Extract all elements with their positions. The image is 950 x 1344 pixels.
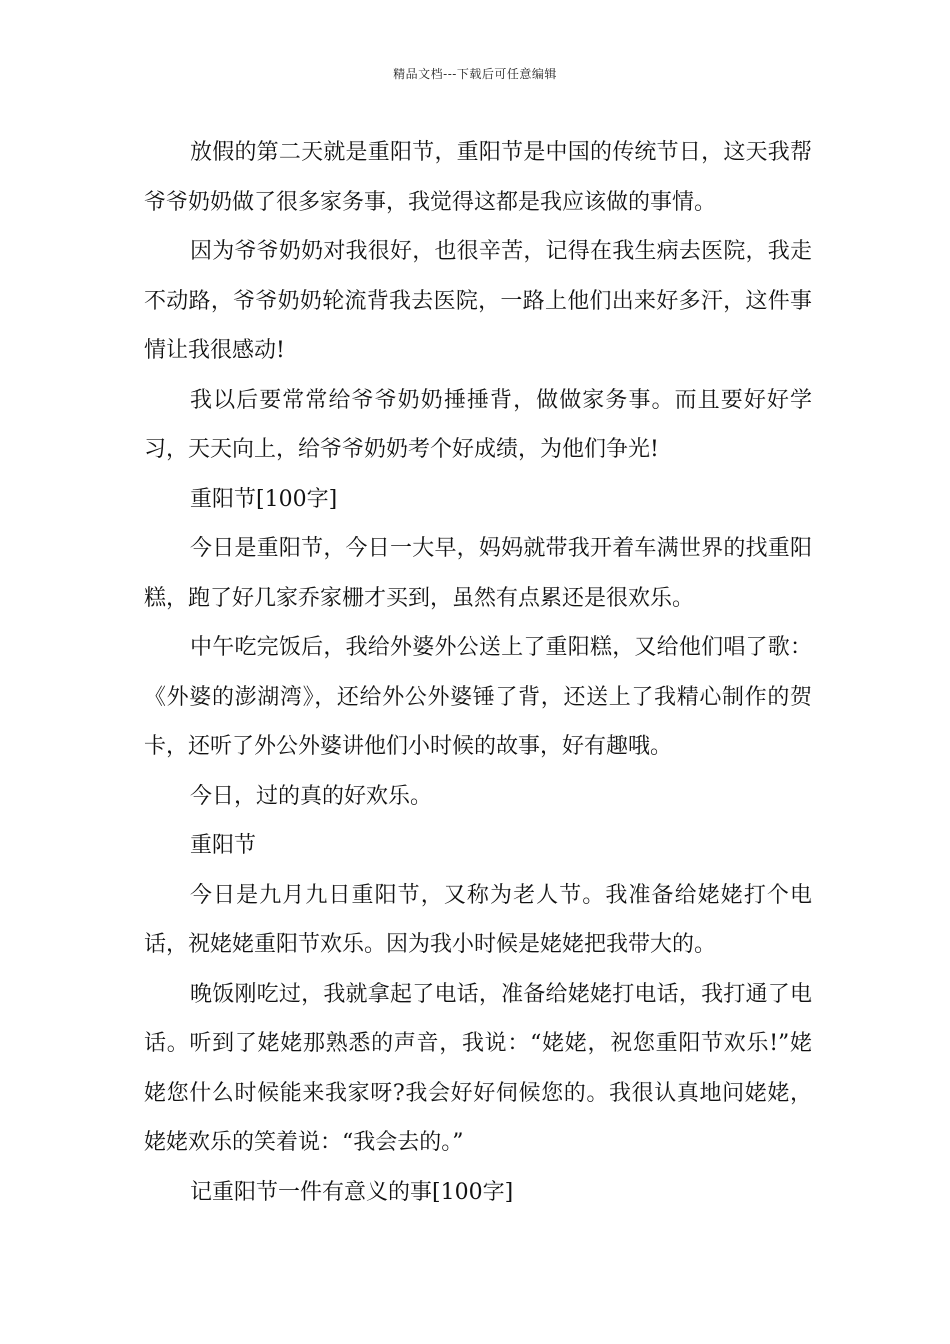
paragraph: 放假的第二天就是重阳节，重阳节是中国的传统节日，这天我帮爷爷奶奶做了很多家务事，我觉得这都是我应该做的事情。 (144, 140, 812, 215)
paragraph: 晚饭刚吃过，我就拿起了电话，准备给姥姥打电话，我打通了电话。听到了姥姥那熟悉的声音，我说：“姥姥，祝您重阳节欢乐!”姥姥您什么时候能来我家呀?我会好好伺候您的。我很认真地问姥姥，姥姥欢乐的笑着说：“我会去的。” (144, 981, 812, 1155)
paragraph: 今日，过的真的好欢乐。 (190, 783, 433, 809)
section-heading: 记重阳节一件有意义的事[100字] (190, 1179, 514, 1205)
paragraph: 因为爷爷奶奶对我很好，也很辛苦，记得在我生病去医院，我走不动路，爷爷奶奶轮流背我去医院，一路上他们出来好多汗，这件事情让我很感动! (144, 239, 812, 363)
paragraph: 中午吃完饭后，我给外婆外公送上了重阳糕，又给他们唱了歌：《外婆的澎湖湾》，还给外公外婆锤了背，还送上了我精心制作的贺卡，还听了外公外婆讲他们小时候的故事，好有趣哦。 (144, 635, 812, 759)
paragraph: 今日是九月九日重阳节，又称为老人节。我准备给姥姥打个电话，祝姥姥重阳节欢乐。因为我小时候是姥姥把我带大的。 (144, 882, 812, 957)
paragraph: 今日是重阳节，今日一大早，妈妈就带我开着车满世界的找重阳糕，跑了好几家乔家栅才买到，虽然有点累还是很欢乐。 (144, 536, 812, 611)
section-heading: 重阳节 (190, 833, 257, 858)
paragraph: 我以后要常常给爷爷奶奶捶捶背，做做家务事。而且要好好学习，天天向上，给爷爷奶奶考个好成绩，为他们争光! (144, 387, 812, 462)
document-body (144, 128, 812, 1217)
section-heading: 重阳节[100字] (190, 486, 338, 512)
page-header: 精品文档---下载后可任意编辑 (393, 67, 557, 81)
